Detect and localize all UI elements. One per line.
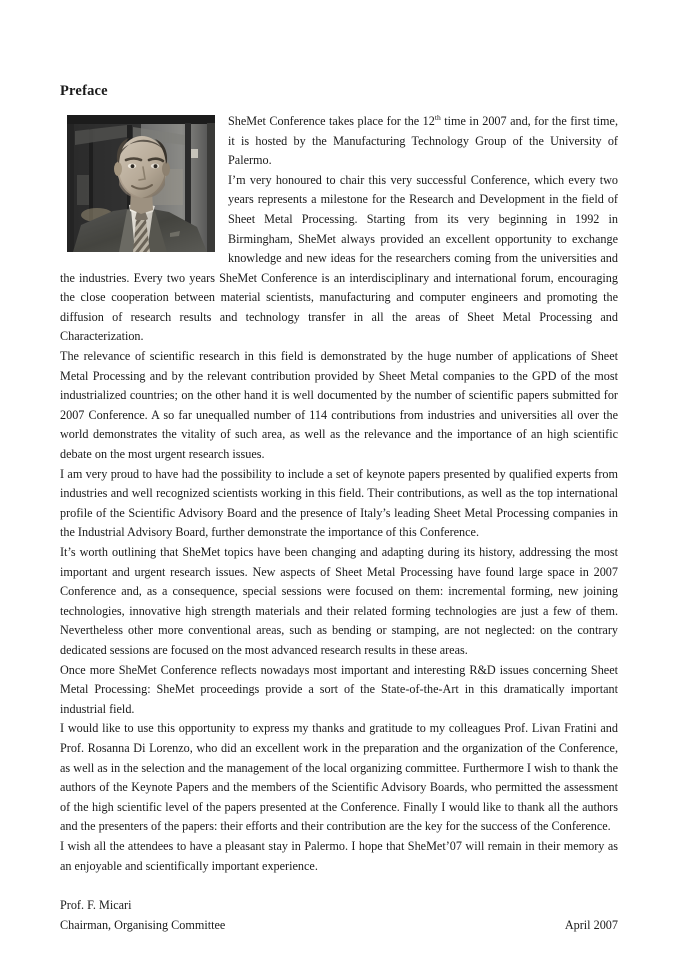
portrait-photo xyxy=(67,115,215,252)
ordinal-suffix: th xyxy=(434,112,441,122)
signature-name: Prof. F. Micari xyxy=(60,898,132,913)
signature-role-row xyxy=(60,916,618,936)
portrait-photo-image xyxy=(67,115,215,252)
paragraph-thanks: I would like to use this opportunity to express my thanks and gratitude to my colleagues Prof. Livan Fratini and Prof. Rosanna Di Lorenzo, who did an excellent work in the preparation and the organization of the Conference, as well as in the selection and the management of the local organizing committee. Furthermore I wish to thank the authors of the Keynote Papers and the members of the Scientific Advisory Boards, who permitted the assessment of the high scientific level of the papers presented at the Conference. Finally I would like to thank all the authors and the presenters of the papers: their efforts and their contribution are the key for the success of the Conference. xyxy=(60,721,618,834)
signature-role: Chairman, Organising Committee xyxy=(60,917,226,932)
paragraph-honoured: I’m very honoured to chair this very successful Conference, which every two years represents a milestone for the Research and Development in the field of Sheet Metal Processing. Starting from its very beginning in 1992 in Birmingham, SheMet always provided an excellent opportunity to exchange knowledge and new ideas for the researchers coming from the universities and the industries. Every two years SheMet Conference is an interdisciplinary and international forum, encouraging the close cooperation between material scientists, manufacturing and computer engineers and promoting the diffusion of research results and technology transfer in all the areas of Sheet Metal Processing and Characterization. xyxy=(60,172,618,344)
paragraph-topics: It’s worth outlining that SheMet topics have been changing and adapting during its history, addressing the most important and urgent research issues. New aspects of Sheet Metal Processing have found large space in 2007 Conference and, as a consequence, special sessions were focused on them: incremental forming, new joining technologies, innovative high strength materials and their related forming technologies are just a few of them. Nevertheless other more conventional areas, such as bending or stamping, are not neglected: on the contrary dedicated sessions are focused on the most advanced research results in these areas. xyxy=(60,545,618,657)
page-content xyxy=(60,84,618,935)
page-title: Preface xyxy=(60,83,108,99)
paragraph-relevance: The relevance of scientific research in this field is demonstrated by the huge number of applications of Sheet Metal Processing and by the relevant contribution provided by Sheet Metal companies to the GPD of the most industrialized countries; on the other hand it is well documented by the number of scientific papers submitted for 2007 Conference. A so far unequalled number of 114 contributions from industries and universities all over the world demonstrates the vitality of such area, as well as the relevance and the importance of an high scientific debate on the most urgent research issues. xyxy=(60,349,618,462)
intro-text-after: time in 2007 and, for the first time, it is hosted by the Manufacturing Technology Group of the University of Palermo. xyxy=(228,113,618,168)
signature-block xyxy=(60,896,618,935)
paragraph-proceedings: Once more SheMet Conference reflects nowadays most important and interesting R&D issues concerning Sheet Metal Processing: SheMet proceedings provide a sort of the State-of-the-Art in this dramatically important industrial field. xyxy=(60,662,618,716)
paragraph-keynote: I am very proud to have had the possibility to include a set of keynote papers presented by qualified experts from industries and well recognized scientists working in this field. Their contributions, as well as the top international profile of the Scientific Advisory Board and the presence of Italy’s leading Sheet Metal Processing companies in the Industrial Advisory Board, further demonstrate the importance of this Conference. xyxy=(60,466,618,540)
paragraph-closing: I wish all the attendees to have a pleasant stay in Palermo. I hope that SheMet’07 will remain in their memory as an enjoyable and scientifically important experience. xyxy=(60,838,618,873)
signature-date: April 2007 xyxy=(564,917,618,932)
intro-text-before: SheMet Conference takes place for the 12 xyxy=(228,113,435,128)
